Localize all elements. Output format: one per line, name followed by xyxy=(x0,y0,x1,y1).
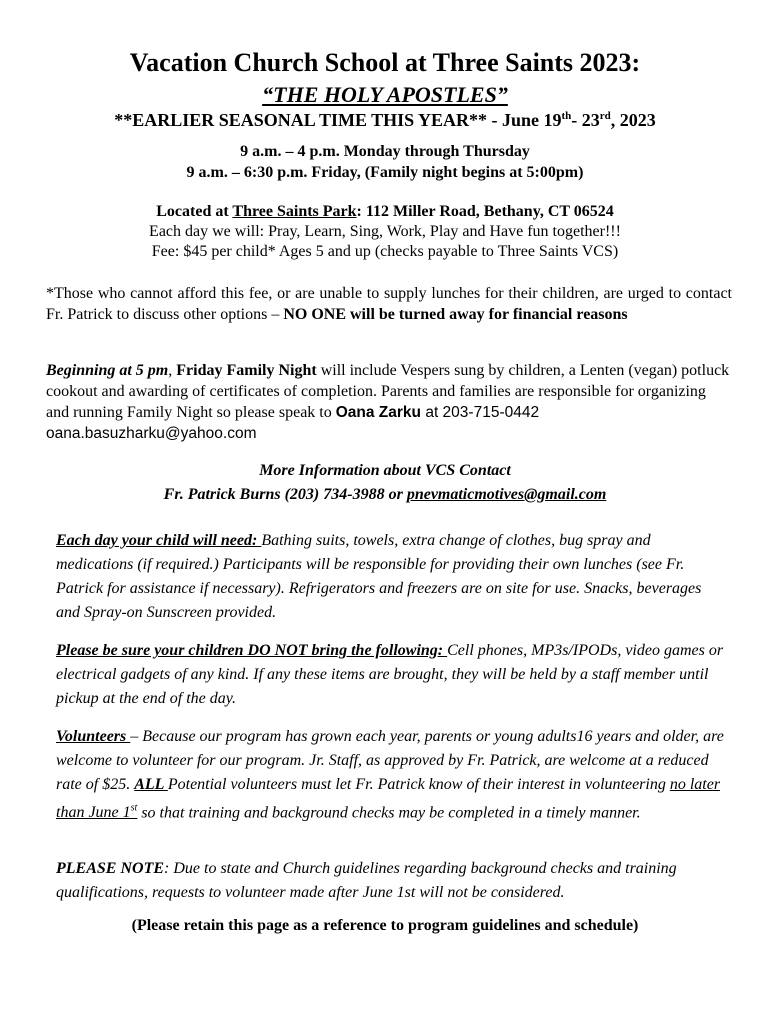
afford-text: *Those who cannot afford this fee, or are unable to supply lunches for their children, are urged to contact Fr. Patrick to discuss other options – xyxy=(46,285,732,323)
please-note-lead: PLEASE NOTE xyxy=(56,860,165,877)
seasonal-prefix: **EARLIER SEASONAL TIME THIS YEAR** - June 19 xyxy=(114,110,562,130)
seasonal-dates xyxy=(0,110,770,131)
family-night-contact-name: Oana Zarku xyxy=(335,404,422,421)
program-theme: “THE HOLY APOSTLES” xyxy=(262,82,508,107)
fee-line: Fee: $45 per child* Ages 5 and up (checks payable to Three Saints VCS) xyxy=(151,243,619,260)
seasonal-suffix: , 2023 xyxy=(610,110,656,130)
financial-assistance-paragraph xyxy=(46,283,732,325)
family-night-lead: Beginning at 5 pm xyxy=(46,362,169,379)
more-info-contact xyxy=(0,486,770,504)
seasonal-sup-th: th xyxy=(561,110,572,122)
do-not-bring-lead: Please be sure your children DO NOT bring the following: xyxy=(56,642,448,659)
volunteers-lead: Volunteers xyxy=(56,728,131,745)
volunteers-text2: Potential volunteers must let Fr. Patrick know of their interest in volunteering xyxy=(167,776,670,793)
please-note-text: : Due to state and Church guidelines regarding background checks and training qualifications, requests to volunteer made after June 1st will not be considered. xyxy=(56,860,677,901)
more-info-heading: More Information about VCS Contact xyxy=(259,462,511,479)
volunteers-all: ALL xyxy=(134,776,168,793)
family-night-event: Friday Family Night xyxy=(176,362,317,379)
child-needs-text: Bathing suits, towels, extra change of clothes, bug spray and medications (if required.) Participants will be responsible for providing their own lunches (see Fr. Patrick for assistance if necessary). Refrigerators and freezers are on site for use. Snacks, beverages and Spray-on Sunscreen provided. xyxy=(56,532,702,621)
page-title: Vacation Church School at Three Saints 2023: xyxy=(129,48,641,77)
volunteers-deadline-date: no later than June 1 xyxy=(56,776,721,822)
contact-email: pnevmaticmotives@gmail.com xyxy=(406,486,607,503)
child-needs-paragraph xyxy=(56,529,726,625)
family-night-comma: , xyxy=(168,362,177,379)
do-not-bring-text: Cell phones, MP3s/IPODs, video games or electrical gadgets of any kind. If any these items are brought, they will be held by a staff member until pickup at the end of the day. xyxy=(56,642,724,707)
location-address: : 112 Miller Road, Bethany, CT 06524 xyxy=(356,203,614,220)
location-prefix: Located at xyxy=(156,203,233,220)
volunteers-paragraph xyxy=(56,725,726,825)
volunteers-text3: so that training and background checks may be completed in a timely manner. xyxy=(137,804,641,822)
seasonal-sup-rd: rd xyxy=(599,110,611,122)
friday-hours: 9 a.m. – 6:30 p.m. Friday, (Family night begins at 5:00pm) xyxy=(186,164,584,181)
afford-bold: NO ONE will be turned away for financial reasons xyxy=(283,306,628,323)
retain-notice: (Please retain this page as a reference to program guidelines and schedule) xyxy=(131,917,639,934)
park-name: Three Saints Park xyxy=(232,203,357,220)
daily-activities: Each day we will: Pray, Learn, Sing, Work, Play and Have fun together!!! xyxy=(149,223,621,240)
please-note-paragraph xyxy=(56,857,726,905)
child-needs-lead: Each day your child will need: xyxy=(56,532,262,549)
location-line xyxy=(0,203,770,221)
contact-name-phone: Fr. Patrick Burns (203) 734-3988 or xyxy=(163,486,407,503)
volunteers-text1: – Because our program has grown each year, parents or young adults16 years and older, are welcome to volunteer for our program. Jr. Staff, as approved by Fr. Patrick, are welcome at a reduced rate of $25. xyxy=(56,728,724,793)
weekday-hours: 9 a.m. – 4 p.m. Monday through Thursday xyxy=(240,143,530,160)
family-night-text: will include Vespers sung by children, a Lenten (vegan) potluck cookout and awarding of certificates of completion. Parents and families are responsible for organizing and running Family Night so please speak to xyxy=(46,362,730,421)
family-night-paragraph xyxy=(46,360,732,444)
seasonal-mid: - 23 xyxy=(571,110,600,130)
do-not-bring-paragraph xyxy=(56,639,726,711)
volunteers-deadline-sup: st xyxy=(130,803,138,814)
family-night-contact-info: at 203-715-0442 oana.basuzharku@yahoo.com xyxy=(46,404,540,442)
